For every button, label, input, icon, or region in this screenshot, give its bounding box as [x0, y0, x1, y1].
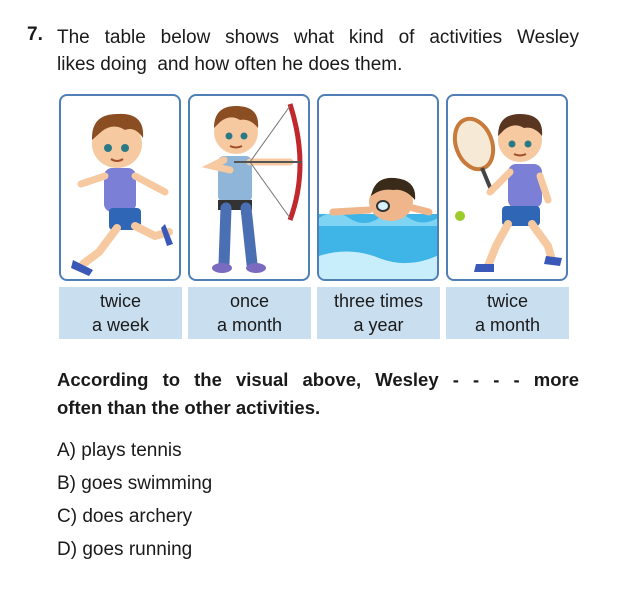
swimming-boy-icon: [319, 96, 439, 281]
frequency-line2: a month: [216, 315, 283, 335]
option-b[interactable]: [57, 473, 212, 495]
option-letter: B): [57, 473, 76, 494]
activity-card-running: [59, 94, 181, 281]
running-boy-icon: [61, 96, 181, 281]
question-text-line1: The table below shows what kind of activities Wesley: [57, 27, 579, 48]
activity-card-tennis: [446, 94, 568, 281]
option-a[interactable]: [57, 440, 182, 462]
frequency-line2: a week: [91, 315, 150, 335]
question-number: 7.: [27, 24, 43, 45]
prompt-line2: often than the other activities.: [57, 397, 321, 418]
tennis-boy-icon: [448, 96, 568, 281]
option-text: goes swimming: [81, 473, 213, 494]
question-prompt: [57, 366, 579, 422]
frequency-line2: a month: [474, 315, 541, 335]
question-text: [57, 24, 579, 78]
option-letter: D): [57, 539, 78, 560]
option-text: plays tennis: [81, 440, 182, 461]
frequency-line1: twice: [99, 291, 141, 311]
frequency-label-archery: [188, 287, 311, 339]
option-text: goes running: [82, 539, 193, 560]
frequency-label-running: [59, 287, 182, 339]
frequency-line1: three times: [333, 291, 424, 311]
option-text: does archery: [82, 506, 193, 527]
frequency-label-swimming: [317, 287, 440, 339]
option-c[interactable]: [57, 506, 192, 528]
option-d[interactable]: [57, 539, 192, 561]
frequency-line1: twice: [486, 291, 528, 311]
option-letter: A): [57, 440, 76, 461]
frequency-line1: once: [229, 291, 270, 311]
frequency-label-tennis: [446, 287, 569, 339]
option-letter: C): [57, 506, 78, 527]
prompt-line1: According to the visual above, Wesley - - - - more: [57, 369, 579, 390]
question-text-line2: likes doing and how often he does them.: [57, 54, 403, 75]
archery-boy-icon: [190, 96, 310, 281]
activity-card-archery: [188, 94, 310, 281]
activity-card-swimming: [317, 94, 439, 281]
frequency-line2: a year: [353, 315, 404, 335]
